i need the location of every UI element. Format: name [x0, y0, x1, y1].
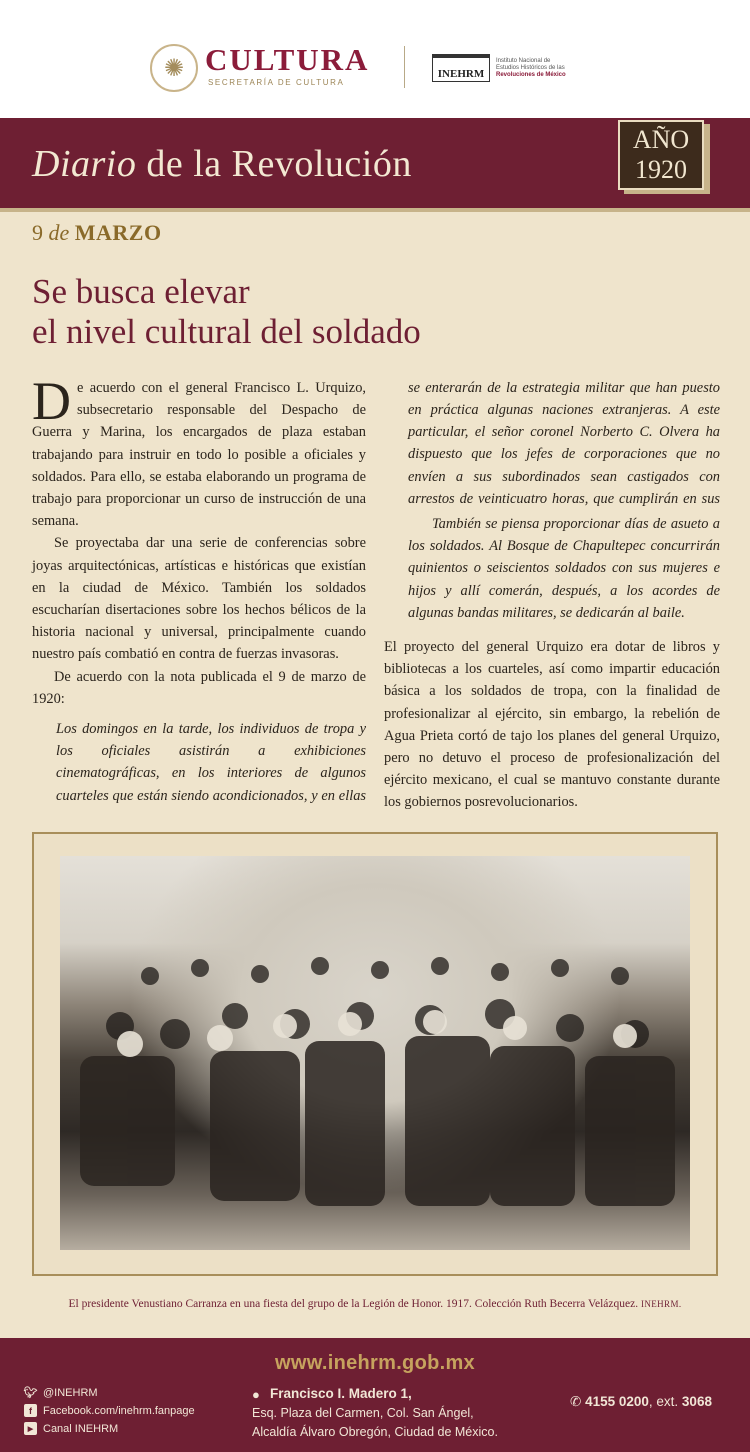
block-quote [32, 718, 366, 808]
address [252, 1384, 552, 1442]
facebook-url: Facebook.com/inehrm.fanpage [43, 1404, 195, 1417]
inehrm-full-name [496, 58, 576, 79]
block-quote: También se piensa proporcionar días de asueto a los soldados. Al Bosque de Chapultepec concurrirán quinientos o seiscientos soldados con sus mujeres e hijos y allí comerán, después, a los acordes de algunas bandas militares, se dedicarán al baile. [408, 516, 720, 621]
header-divider [404, 46, 405, 88]
year-label: AÑO [632, 125, 690, 154]
twitter-handle: @INEHRM [43, 1386, 98, 1399]
publication-title-italic: Diario [32, 143, 137, 185]
band-divider [0, 208, 750, 212]
drop-cap: D [32, 371, 71, 431]
twitter-icon: 🐦︎ [23, 1387, 38, 1399]
twitter-link[interactable] [24, 1386, 244, 1399]
historical-photo [60, 856, 690, 1250]
paragraph: De acuerdo con la nota publicada el 9 de marzo de 1920: [32, 668, 366, 707]
youtube-channel: Canal INEHRM [43, 1422, 119, 1435]
article-headline [32, 272, 632, 352]
facebook-link[interactable] [24, 1404, 244, 1417]
paragraph: El proyecto del general Urquizo era dotar de libros y bibliotecas a los cuarteles, así como impartir educación básica a los soldados de tropa, con la finalidad de profesionalizar al ejército, sin embargo, la rebelión de Agua Prieta cortó de tajo los planes del general Urquizo, pero no detuvo el proceso de profesionalización del ejército mexicano, el cual se mantuvo constante durante los gobiernos posrevolucionarios. [384, 639, 720, 811]
quote-text: se enterarán de la estrategia militar que han puesto en práctica algunas naciones extranjeras. A este particular, el señor coronel Norberto C. Olvera ha dispuesto que los jefes de corporaciones que no envíen a sus subordinados sean castigados con arrestos de veinticuatro horas, que cumplirán en sus [408, 379, 720, 507]
paragraph-text: e acuerdo con el general Francisco L. Urquizo, subsecretario responsable del Despacho de Guerra y Marina, los encargados de plaza estaban trabajando para instruir en todo lo posible a oficiales y soldados. Para ello, se estaba elaborando un programa de trabajo para proporcionar un curso de instrucción de una semana. [32, 380, 366, 530]
quote-continuation-wrap [384, 377, 720, 513]
facebook-icon: f [24, 1404, 37, 1417]
mexico-seal-icon: ✺ [150, 44, 198, 92]
caption-text: El presidente Venustiano Carranza en una fiesta del grupo de la Legión de Honor. 1917. Colección Ruth Becerra Velázquez. [68, 1298, 639, 1310]
address-line: Francisco I. Madero 1, [270, 1386, 412, 1401]
cultura-logo-title: CULTURA [205, 42, 370, 77]
phone-ext: 3068 [681, 1394, 712, 1409]
phone-contact[interactable] [570, 1394, 712, 1410]
youtube-link[interactable] [24, 1422, 244, 1435]
phone-icon: ✆ [570, 1394, 582, 1409]
photo-caption [0, 1298, 750, 1310]
inehrm-name-line: Revoluciones de México [496, 72, 566, 78]
article-column-right [384, 377, 720, 814]
paragraph [32, 371, 366, 532]
year-value: 1920 [635, 155, 687, 184]
phone-ext-label: , ext. [648, 1394, 682, 1409]
header-bar [0, 0, 750, 118]
address-line: Esq. Plaza del Carmen, Col. San Ángel, [252, 1406, 474, 1420]
headline-line: el nivel cultural del soldado [32, 312, 421, 351]
paragraph: Se proyectaba dar una serie de conferencias sobre joyas arquitectónicas, artísticas e históricas que existían en la ciudad de México. También los soldados escucharían disertaciones sobre los hechos bélicos de la historia nacional y universal, principalmente cuando nuestro país combatió en contra de fuerzas invasoras. [32, 535, 366, 663]
date-month: MARZO [74, 220, 162, 245]
location-pin-icon: ● [252, 1387, 260, 1402]
website-link[interactable]: www.inehrm.gob.mx [275, 1352, 475, 1374]
article-date [32, 220, 162, 246]
date-day: 9 [32, 220, 43, 245]
photo-crowd-illustration [60, 856, 690, 1250]
address-line: Alcaldía Álvaro Obregón, Ciudad de México. [252, 1425, 498, 1439]
youtube-icon: ▶ [24, 1422, 37, 1435]
date-de: de [48, 220, 70, 245]
headline-line: Se busca elevar [32, 272, 250, 311]
caption-credit: INEHRM. [640, 1299, 682, 1309]
publication-title-rest: de la Revolución [136, 143, 412, 185]
article-column-left [32, 371, 366, 808]
block-quote-continuation [384, 377, 720, 513]
inehrm-logo: INEHRM [432, 54, 490, 82]
quote-text: Los domingos en la tarde, los individuos de tropa y los oficiales asistirán a exhibiciones cinematográficas, en los interiores de algunos cuarteles que están siendo acondicionados, y en ellas [56, 721, 366, 804]
publication-title [32, 142, 412, 186]
inehrm-name-line: Estudios Históricos de las [496, 65, 565, 71]
phone-number: 4155 0200 [585, 1394, 649, 1409]
year-badge [618, 120, 704, 190]
inehrm-name-line: Instituto Nacional de [496, 58, 551, 64]
cultura-logo-subtitle: SECRETARÍA DE CULTURA [208, 78, 345, 87]
